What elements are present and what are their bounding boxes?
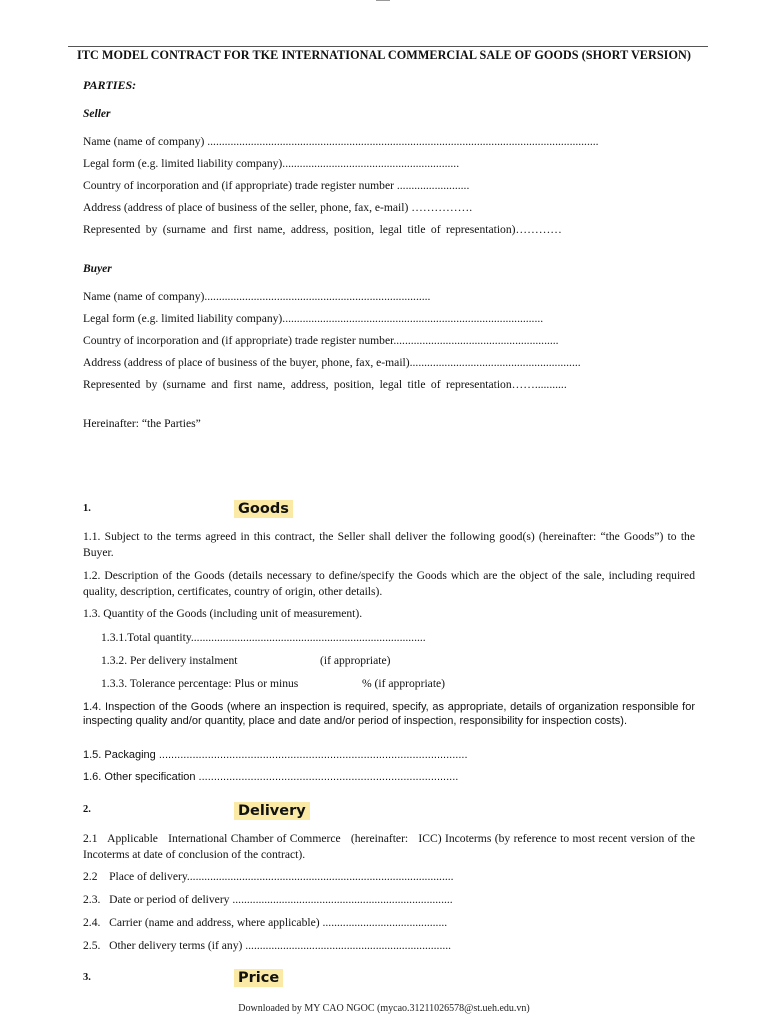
seller-name-field[interactable]: Name (name of company) ....................................................................................................................................... [83,135,599,148]
hereinafter-parties: Hereinafter: “the Parties” [83,417,201,430]
clause-2-1: 2.1 Applicable International Chamber of Commerce (hereinafter: ICC) Incoterms (by reference to most recent version of the Incoterms at date of conclusion of the contract). [83,832,698,861]
section-2-heading: Delivery [234,802,310,820]
buyer-address-field[interactable]: Address (address of place of business of the buyer, phone, fax, e-mail)........................................................... [83,356,581,369]
buyer-country-field[interactable]: Country of incorporation and (if appropriate) trade register number......................................................... [83,334,559,347]
buyer-heading: Buyer [83,263,112,275]
clause-1-3-3-label: 1.3.3. Tolerance percentage: Plus or minus [101,677,299,690]
section-1-number: 1. [83,503,91,514]
parties-heading: PARTIES: [83,78,137,92]
clause-1-3-2-label: 1.3.2. Per delivery instalment [101,654,238,667]
download-footer: Downloaded by MY CAO NGOC (mycao.31211026578@st.ueh.edu.vn) [238,1003,530,1014]
clause-1-6-other-spec-field[interactable]: 1.6. Other specification ..................................................................................... [83,771,459,783]
seller-legal-form-field[interactable]: Legal form (e.g. limited liability company)............................................................. [83,157,460,170]
clause-1-2: 1.2. Description of the Goods (details necessary to define/specify the Goods which are the object of the sale, including required quality, description, certificates, country of origin, other details). [83,569,695,598]
seller-country-field[interactable]: Country of incorporation and (if appropriate) trade register number ......................... [83,179,470,192]
title-rule [68,46,708,47]
clause-1-3-3-note: % (if appropriate) [362,677,446,690]
clause-1-1: 1.1. Subject to the terms agreed in this contract, the Seller shall deliver the following good(s) (hereinafter: “the Goods”) to the Buyer. [83,530,695,559]
page-top-mark [376,0,390,1]
clause-1-4: 1.4. Inspection of the Goods (where an inspection is required, specify, as appropriate, details of organization responsible for inspecting quality and/or quantity, place and date and/or period of inspection, responsibility for inspection costs). [83,701,695,727]
clause-2-2-place-field[interactable]: 2.2 Place of delivery............................................................................................ [83,870,454,883]
clause-1-3-1-field[interactable]: 1.3.1.Total quantity................................................................................. [101,631,426,644]
clause-1-3-2-note: (if appropriate) [320,654,391,667]
section-2-number: 2. [83,804,91,815]
section-3-number: 3. [83,972,91,983]
section-1-heading: Goods [234,500,293,518]
seller-address-field[interactable]: Address (address of place of business of the seller, phone, fax, e-mail) ……………. [83,201,473,214]
clause-1-3: 1.3. Quantity of the Goods (including unit of measurement). [83,607,363,620]
clause-2-3-date-field[interactable]: 2.3. Date or period of delivery ............................................................................ [83,893,453,906]
section-3-heading: Price [234,969,283,987]
document-title: ITC MODEL CONTRACT FOR TKE INTERNATIONAL COMMERCIAL SALE OF GOODS (SHORT VERSION) [77,48,691,62]
buyer-represented-field[interactable]: Represented by (surname and first name, address, position, legal title of representation……........... [83,378,567,391]
clause-2-4-carrier-field[interactable]: 2.4. Carrier (name and address, where applicable) ........................................... [83,916,448,929]
seller-represented-field[interactable]: Represented by (surname and first name, address, position, legal title of representation)………… [83,223,562,236]
buyer-name-field[interactable]: Name (name of company).............................................................................. [83,290,431,303]
seller-heading: Seller [83,108,111,120]
clause-2-5-other-terms-field[interactable]: 2.5. Other delivery terms (if any) ....................................................................... [83,939,452,952]
clause-1-5-packaging-field[interactable]: 1.5. Packaging ..................................................................................................... [83,749,468,761]
buyer-legal-form-field[interactable]: Legal form (e.g. limited liability company).......................................................................................... [83,312,544,325]
